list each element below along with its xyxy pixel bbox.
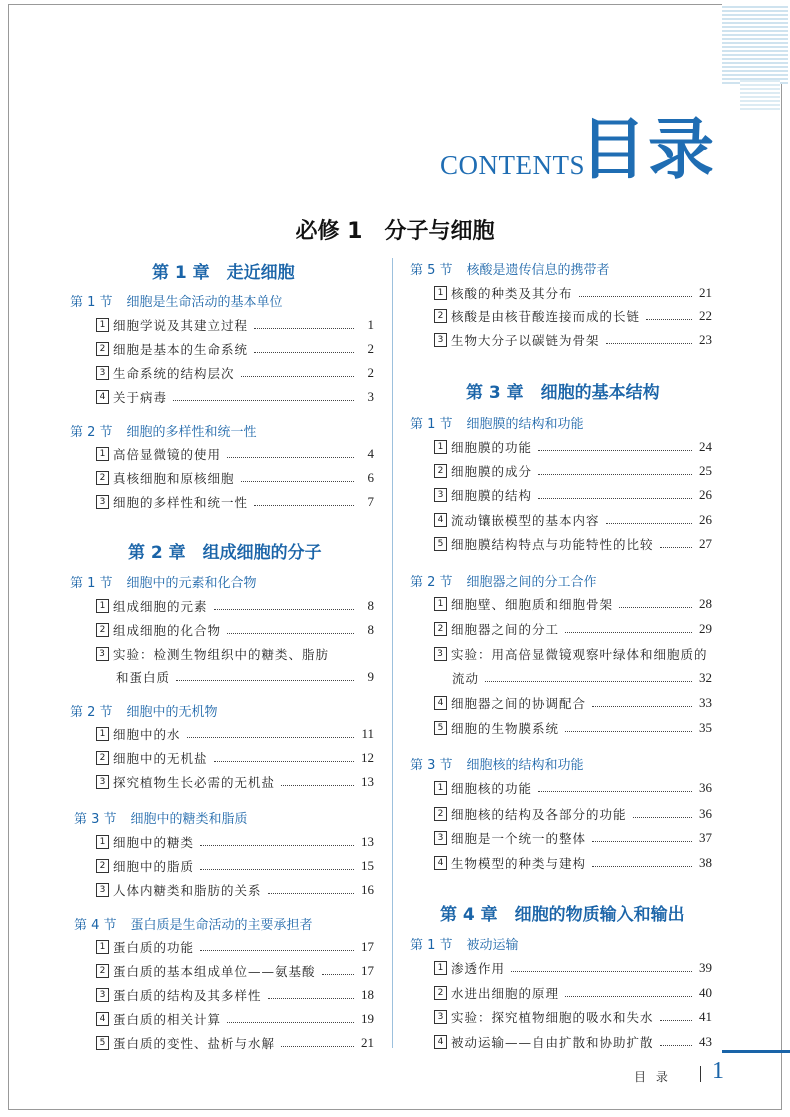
entry-number-box: 1 bbox=[434, 286, 447, 300]
entry-page: 32 bbox=[699, 670, 712, 685]
leader-dots bbox=[268, 991, 354, 999]
section-number: 第 1 节 bbox=[410, 938, 453, 953]
toc-entry[interactable] bbox=[96, 596, 374, 616]
entry-page: 16 bbox=[361, 882, 374, 897]
toc-entry[interactable] bbox=[434, 1032, 712, 1052]
entry-page: 24 bbox=[699, 439, 712, 454]
section-number: 第 2 节 bbox=[70, 705, 113, 720]
entry-number-box: 4 bbox=[96, 1012, 109, 1026]
section-heading bbox=[410, 754, 584, 773]
toc-entry[interactable] bbox=[434, 778, 712, 798]
entry-title: 真核细胞和原核细胞 bbox=[113, 471, 235, 486]
leader-dots bbox=[268, 886, 354, 894]
entry-title: 细胞核的功能 bbox=[451, 781, 533, 796]
leader-dots bbox=[227, 1015, 354, 1023]
entry-title: 组成细胞的元素 bbox=[113, 599, 208, 614]
leader-dots bbox=[538, 467, 692, 475]
toc-entry[interactable] bbox=[96, 620, 374, 640]
section-title: 细胞膜的结构和功能 bbox=[466, 417, 584, 432]
toc-entry[interactable] bbox=[434, 828, 712, 848]
entry-page: 8 bbox=[367, 622, 374, 637]
toc-entry[interactable] bbox=[434, 534, 712, 554]
toc-entry[interactable] bbox=[434, 718, 712, 738]
entry-title: 生物模型的种类与建构 bbox=[451, 856, 587, 871]
entry-number-box: 2 bbox=[96, 964, 109, 978]
section-title: 被动运输 bbox=[466, 938, 519, 953]
leader-dots bbox=[619, 600, 692, 608]
section-heading bbox=[410, 934, 519, 953]
entry-number-box: 3 bbox=[434, 647, 447, 661]
toc-entry[interactable] bbox=[96, 492, 374, 512]
entry-page: 11 bbox=[361, 726, 374, 741]
leader-dots bbox=[241, 369, 354, 377]
entry-page: 17 bbox=[361, 939, 374, 954]
entry-page: 21 bbox=[699, 285, 712, 300]
leader-dots bbox=[606, 516, 692, 524]
contents-label: CONTENTS bbox=[440, 150, 585, 180]
entry-title: 关于病毒 bbox=[113, 390, 168, 405]
entry-title: 蛋白质的变性、盐析与水解 bbox=[113, 1036, 276, 1051]
entry-number-box: 1 bbox=[434, 440, 447, 454]
entry-number-box: 2 bbox=[434, 986, 447, 1000]
entry-title: 细胞中的糖类 bbox=[113, 835, 195, 850]
entry-number-box: 3 bbox=[96, 647, 109, 661]
entry-page: 28 bbox=[699, 596, 712, 611]
leader-dots bbox=[254, 498, 354, 506]
section-number: 第 5 节 bbox=[410, 263, 453, 278]
section-title: 蛋白质是生命活动的主要承担者 bbox=[130, 918, 313, 933]
section-number: 第 1 节 bbox=[70, 576, 113, 591]
toc-entry[interactable] bbox=[116, 667, 374, 687]
entry-page: 3 bbox=[367, 389, 374, 404]
entry-title: 生命系统的结构层次 bbox=[113, 366, 235, 381]
entry-number-box: 3 bbox=[96, 366, 109, 380]
toc-entry[interactable] bbox=[96, 468, 374, 488]
toc-entry[interactable] bbox=[434, 485, 712, 505]
section-title: 核酸是遗传信息的携带者 bbox=[466, 263, 610, 278]
entry-number-box: 2 bbox=[96, 471, 109, 485]
entry-page: 43 bbox=[699, 1034, 712, 1049]
entry-number-box: 1 bbox=[434, 597, 447, 611]
entry-title: 细胞膜的结构 bbox=[451, 488, 533, 503]
entry-page: 22 bbox=[699, 308, 712, 323]
entry-number-box: 2 bbox=[96, 751, 109, 765]
section-title: 细胞器之间的分工合作 bbox=[466, 575, 597, 590]
entry-number-box: 4 bbox=[434, 856, 447, 870]
entry-number-box: 5 bbox=[434, 537, 447, 551]
entry-page: 27 bbox=[699, 536, 712, 551]
entry-page: 2 bbox=[367, 341, 374, 356]
decorative-stripes-lower bbox=[740, 80, 780, 110]
entry-page: 13 bbox=[361, 834, 374, 849]
entry-number-box: 3 bbox=[96, 775, 109, 789]
leader-dots bbox=[254, 321, 354, 329]
entry-page: 37 bbox=[699, 830, 712, 845]
section-heading bbox=[410, 259, 610, 278]
entry-title: 细胞是基本的生命系统 bbox=[113, 342, 249, 357]
entry-page: 8 bbox=[367, 598, 374, 613]
entry-number-box: 3 bbox=[96, 495, 109, 509]
toc-entry[interactable] bbox=[96, 339, 374, 359]
leader-dots bbox=[660, 1038, 692, 1046]
section-title: 细胞核的结构和功能 bbox=[466, 758, 584, 773]
entry-number-box: 4 bbox=[434, 696, 447, 710]
entry-title: 流动镶嵌模型的基本内容 bbox=[451, 513, 600, 528]
entry-page: 33 bbox=[699, 695, 712, 710]
footer-label: 目 录 bbox=[634, 1070, 671, 1084]
leader-dots bbox=[214, 602, 354, 610]
toc-entry[interactable] bbox=[434, 693, 712, 713]
leader-dots bbox=[606, 336, 692, 344]
entry-page: 7 bbox=[367, 494, 374, 509]
entry-page: 2 bbox=[367, 365, 374, 380]
toc-entry[interactable] bbox=[434, 1007, 712, 1027]
entry-page: 17 bbox=[361, 963, 374, 978]
entry-page: 29 bbox=[699, 621, 712, 636]
entry-title: 核酸是由核苷酸连接而成的长链 bbox=[451, 309, 641, 324]
entry-number-box: 1 bbox=[96, 599, 109, 613]
entry-title: 核酸的种类及其分布 bbox=[451, 286, 573, 301]
section-number: 第 2 节 bbox=[410, 575, 453, 590]
entry-title: 细胞器之间的协调配合 bbox=[451, 696, 587, 711]
page-number: 1 bbox=[712, 1058, 724, 1084]
entry-title: 细胞膜的成分 bbox=[451, 464, 533, 479]
leader-dots bbox=[592, 859, 692, 867]
toc-entry[interactable] bbox=[96, 1009, 374, 1029]
entry-title: 被动运输——自由扩散和协助扩散 bbox=[451, 1035, 654, 1050]
entry-number-box: 1 bbox=[96, 940, 109, 954]
leader-dots bbox=[538, 491, 692, 499]
section-number: 第 3 节 bbox=[410, 758, 453, 773]
entry-number-box: 2 bbox=[96, 623, 109, 637]
entry-page: 21 bbox=[361, 1035, 374, 1050]
section-number: 第 4 节 bbox=[74, 918, 117, 933]
entry-title: 细胞中的水 bbox=[113, 727, 181, 742]
entry-title: 细胞的生物膜系统 bbox=[451, 721, 560, 736]
section-title: 细胞中的无机物 bbox=[126, 705, 218, 720]
section-heading bbox=[70, 421, 257, 440]
footer-rule bbox=[722, 1050, 790, 1053]
entry-number-box: 5 bbox=[434, 721, 447, 735]
toc-title: 目录 bbox=[580, 111, 716, 188]
entry-number-box: 1 bbox=[434, 781, 447, 795]
leader-dots bbox=[579, 289, 692, 297]
entry-page: 41 bbox=[699, 1009, 712, 1024]
entry-number-box: 4 bbox=[434, 513, 447, 527]
entry-number-box: 1 bbox=[96, 318, 109, 332]
leader-dots bbox=[565, 724, 692, 732]
leader-dots bbox=[511, 964, 692, 972]
toc-entry[interactable] bbox=[96, 644, 329, 664]
entry-number-box: 5 bbox=[96, 1036, 109, 1050]
section-heading bbox=[74, 808, 248, 827]
entry-page: 15 bbox=[361, 858, 374, 873]
entry-title: 实验：检测生物组织中的糖类、脂肪 bbox=[113, 647, 330, 662]
entry-page: 1 bbox=[367, 317, 374, 332]
entry-title: 生物大分子以碳链为骨架 bbox=[451, 333, 600, 348]
entry-number-box: 2 bbox=[96, 859, 109, 873]
toc-entry[interactable] bbox=[434, 983, 712, 1003]
leader-dots bbox=[538, 784, 692, 792]
toc-entry[interactable] bbox=[434, 958, 712, 978]
entry-page: 4 bbox=[367, 446, 374, 461]
toc-entry[interactable] bbox=[96, 724, 374, 744]
entry-title: 细胞器之间的分工 bbox=[451, 622, 560, 637]
entry-number-box: 3 bbox=[434, 1010, 447, 1024]
toc-entry[interactable] bbox=[434, 330, 712, 350]
section-number: 第 3 节 bbox=[74, 812, 117, 827]
entry-page: 26 bbox=[699, 487, 712, 502]
entry-title: 细胞的多样性和统一性 bbox=[113, 495, 249, 510]
entry-title: 细胞是一个统一的整体 bbox=[451, 831, 587, 846]
entry-title: 蛋白质的相关计算 bbox=[113, 1012, 222, 1027]
section-heading bbox=[70, 572, 257, 591]
entry-title: 实验：用高倍显微镜观察叶绿体和细胞质的 bbox=[451, 647, 708, 662]
section-heading bbox=[410, 571, 597, 590]
leader-dots bbox=[592, 699, 692, 707]
toc-entry[interactable] bbox=[434, 461, 712, 481]
entry-page: 9 bbox=[367, 669, 374, 684]
toc-entry[interactable] bbox=[434, 437, 712, 457]
entry-page: 35 bbox=[699, 720, 712, 735]
volume-title: 必修 1 分子与细胞 bbox=[295, 219, 495, 244]
entry-page: 6 bbox=[367, 470, 374, 485]
chapter-heading: 第 3 章 细胞的基本结构 bbox=[466, 383, 660, 403]
entry-page: 26 bbox=[699, 512, 712, 527]
section-title: 细胞中的糖类和脂质 bbox=[130, 812, 248, 827]
section-number: 第 2 节 bbox=[70, 425, 113, 440]
entry-title: 和蛋白质 bbox=[116, 670, 171, 685]
toc-entry[interactable] bbox=[434, 306, 712, 326]
entry-title: 细胞壁、细胞质和细胞骨架 bbox=[451, 597, 614, 612]
leader-dots bbox=[281, 1039, 354, 1047]
leader-dots bbox=[322, 967, 354, 975]
toc-entry[interactable] bbox=[434, 283, 712, 303]
section-heading bbox=[70, 291, 283, 310]
entry-title: 细胞中的脂质 bbox=[113, 859, 195, 874]
section-number: 第 1 节 bbox=[410, 417, 453, 432]
toc-entry[interactable] bbox=[434, 510, 712, 530]
entry-title: 细胞学说及其建立过程 bbox=[113, 318, 249, 333]
entry-page: 18 bbox=[361, 987, 374, 1002]
toc-entry[interactable] bbox=[96, 985, 374, 1005]
chapter-heading: 第 2 章 组成细胞的分子 bbox=[128, 543, 322, 563]
chapter-heading: 第 4 章 细胞的物质输入和输出 bbox=[440, 905, 685, 925]
entry-number-box: 2 bbox=[434, 309, 447, 323]
leader-dots bbox=[254, 345, 354, 353]
entry-number-box: 1 bbox=[96, 727, 109, 741]
entry-page: 36 bbox=[699, 780, 712, 795]
section-heading bbox=[74, 914, 313, 933]
entry-title: 探究植物生长必需的无机盐 bbox=[113, 775, 276, 790]
entry-number-box: 1 bbox=[434, 961, 447, 975]
leader-dots bbox=[200, 943, 354, 951]
leader-dots bbox=[565, 989, 692, 997]
toc-entry[interactable] bbox=[96, 937, 374, 957]
toc-entry[interactable] bbox=[434, 594, 712, 614]
leader-dots bbox=[565, 625, 692, 633]
entry-page: 39 bbox=[699, 960, 712, 975]
entry-page: 12 bbox=[361, 750, 374, 765]
leader-dots bbox=[227, 626, 354, 634]
entry-title: 细胞中的无机盐 bbox=[113, 751, 208, 766]
toc-entry[interactable] bbox=[434, 619, 712, 639]
toc-entry[interactable] bbox=[96, 748, 374, 768]
entry-page: 19 bbox=[361, 1011, 374, 1026]
toc-entry[interactable] bbox=[96, 444, 374, 464]
entry-number-box: 4 bbox=[434, 1035, 447, 1049]
leader-dots bbox=[538, 443, 692, 451]
leader-dots bbox=[281, 778, 354, 786]
footer-separator bbox=[700, 1066, 701, 1082]
column-divider bbox=[392, 258, 393, 1048]
entry-title: 蛋白质的功能 bbox=[113, 940, 195, 955]
leader-dots bbox=[485, 674, 692, 682]
entry-title: 实验：探究植物细胞的吸水和失水 bbox=[451, 1010, 654, 1025]
entry-number-box: 3 bbox=[434, 488, 447, 502]
toc-entry[interactable] bbox=[96, 1033, 374, 1053]
section-title: 细胞的多样性和统一性 bbox=[126, 425, 257, 440]
entry-page: 36 bbox=[699, 806, 712, 821]
leader-dots bbox=[633, 810, 692, 818]
entry-page: 40 bbox=[699, 985, 712, 1000]
entry-title: 细胞膜结构特点与功能特性的比较 bbox=[451, 537, 654, 552]
leader-dots bbox=[592, 834, 692, 842]
entry-title: 高倍显微镜的使用 bbox=[113, 447, 222, 462]
decorative-stripes bbox=[722, 4, 788, 84]
toc-entry[interactable] bbox=[96, 832, 374, 852]
entry-title: 组成细胞的化合物 bbox=[113, 623, 222, 638]
section-title: 细胞中的元素和化合物 bbox=[126, 576, 257, 591]
chapter-heading: 第 1 章 走近细胞 bbox=[152, 263, 295, 283]
toc-entry[interactable] bbox=[96, 961, 374, 981]
entry-number-box: 1 bbox=[96, 835, 109, 849]
entry-number-box: 2 bbox=[96, 342, 109, 356]
toc-entry[interactable] bbox=[96, 315, 374, 335]
entry-number-box: 2 bbox=[434, 807, 447, 821]
entry-title: 细胞核的结构及各部分的功能 bbox=[451, 807, 627, 822]
toc-entry[interactable] bbox=[434, 644, 708, 664]
entry-number-box: 3 bbox=[434, 333, 447, 347]
toc-entry[interactable] bbox=[96, 880, 374, 900]
leader-dots bbox=[173, 393, 354, 401]
leader-dots bbox=[176, 673, 354, 681]
entry-title: 水进出细胞的原理 bbox=[451, 986, 560, 1001]
entry-title: 渗透作用 bbox=[451, 961, 506, 976]
entry-title: 蛋白质的结构及其多样性 bbox=[113, 988, 262, 1003]
entry-number-box: 3 bbox=[96, 883, 109, 897]
entry-page: 23 bbox=[699, 332, 712, 347]
leader-dots bbox=[200, 862, 354, 870]
entry-title: 细胞膜的功能 bbox=[451, 440, 533, 455]
section-heading bbox=[410, 413, 584, 432]
section-heading bbox=[70, 701, 218, 720]
leader-dots bbox=[660, 1013, 692, 1021]
entry-number-box: 2 bbox=[434, 622, 447, 636]
entry-page: 38 bbox=[699, 855, 712, 870]
entry-number-box: 3 bbox=[434, 831, 447, 845]
toc-entry[interactable] bbox=[96, 856, 374, 876]
toc-entry[interactable] bbox=[434, 853, 712, 873]
leader-dots bbox=[241, 474, 354, 482]
entry-number-box: 2 bbox=[434, 464, 447, 478]
entry-number-box: 1 bbox=[96, 447, 109, 461]
section-title: 细胞是生命活动的基本单位 bbox=[126, 295, 283, 310]
section-number: 第 1 节 bbox=[70, 295, 113, 310]
entry-number-box: 3 bbox=[96, 988, 109, 1002]
leader-dots bbox=[646, 312, 692, 320]
entry-title: 流动 bbox=[452, 671, 480, 686]
toc-entry[interactable] bbox=[96, 387, 374, 407]
toc-entry[interactable] bbox=[434, 804, 712, 824]
leader-dots bbox=[227, 450, 354, 458]
entry-number-box: 4 bbox=[96, 390, 109, 404]
leader-dots bbox=[187, 730, 354, 738]
toc-entry[interactable] bbox=[96, 363, 374, 383]
entry-page: 25 bbox=[699, 463, 712, 478]
entry-title: 蛋白质的基本组成单位——氨基酸 bbox=[113, 964, 316, 979]
leader-dots bbox=[200, 838, 354, 846]
toc-entry[interactable] bbox=[96, 772, 374, 792]
toc-entry[interactable] bbox=[452, 668, 712, 688]
entry-page: 13 bbox=[361, 774, 374, 789]
leader-dots bbox=[214, 754, 354, 762]
entry-title: 人体内糖类和脂肪的关系 bbox=[113, 883, 262, 898]
leader-dots bbox=[660, 540, 692, 548]
